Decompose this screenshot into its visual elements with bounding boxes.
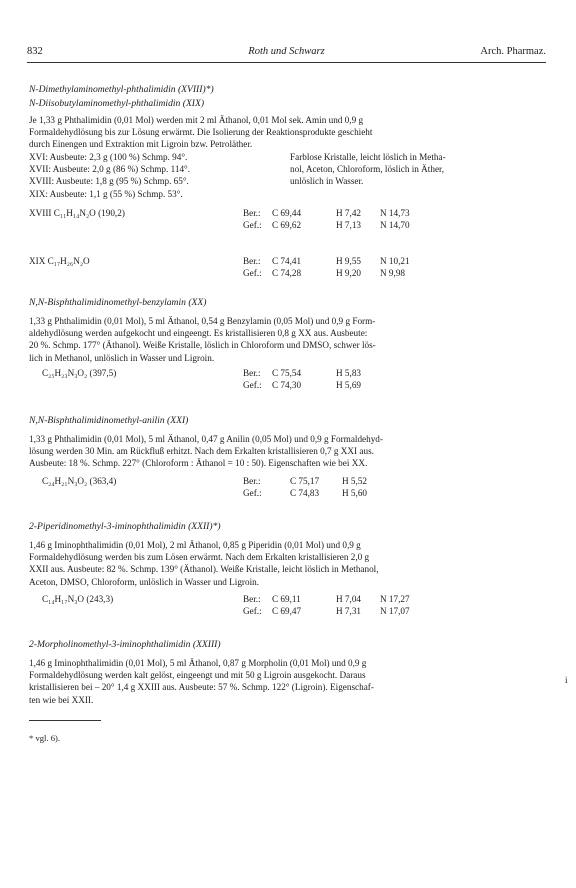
section-heading: 2-Morpholinomethyl-3-iminophthalimidin (XXIII) [29,639,221,650]
footnote-rule [29,720,101,721]
analysis-value: C 74,83 [290,488,320,498]
analysis-value: N 17,27 [380,594,410,604]
found-label: Gef.: [243,268,262,278]
paragraph [29,114,372,151]
text-line: lich in Methanol, unlöslich in Wasser und Ligroin. [29,352,215,363]
elemental-analysis [0,476,576,502]
text-line: Farblose Kristalle, leicht löslich in Metha- [290,152,446,162]
analysis-value: C 75,54 [272,368,302,378]
analysis-value: H 9,55 [336,256,362,266]
analysis-value: H 5,69 [336,380,362,390]
text-line: aldehydlösung werden aufgekocht und eingeengt. Es kristallisieren 0,8 g XX aus. Ausbeute: [29,328,368,339]
elemental-analysis [0,208,576,234]
analysis-value: H 5,52 [342,476,368,486]
text-line: 20 %. Schmp. 177° (Äthanol). Weiße Kristalle, löslich in Chloroform und DMSO, schwer lös- [29,340,376,351]
text-line: unlöslich in Wasser. [290,176,364,187]
found-label: Gef.: [243,488,262,498]
analysis-value: N 14,73 [380,208,410,218]
yield-line: XVII: Ausbeute: 2,0 g (86 %) Schmp. 114°. [29,164,191,175]
section-heading: N-Dimethylaminomethyl-phthalimidin (XVIII)*) [29,84,214,95]
analysis-value: C 69,11 [272,594,301,604]
found-label: Gef.: [243,380,262,390]
text-line: 1,33 g Phthalimidin (0,01 Mol), 5 ml Äthanol, 0,54 g Benzylamin (0,05 Mol) und 0,9 g Form- [29,316,376,326]
calc-label: Ber.: [243,476,261,486]
section-heading: N,N-Bisphthalimidinomethyl-anilin (XXI) [29,415,189,426]
text-line: Formaldehydlösung werden kalt gelöst, eingeengt und mit 50 g Ligroin ausgekocht. Daraus [29,670,366,681]
analysis-value: N 14,70 [380,220,410,230]
compound-formula: XIX C₁₇H₂₆N₂O [29,256,90,266]
found-label: Gef.: [243,220,262,230]
analysis-value: C 74,41 [272,256,302,266]
analysis-value: C 75,17 [290,476,320,486]
header-rule [27,62,546,63]
text-line: 1,46 g Iminophthalimidin (0,01 Mol), 2 ml Äthanol, 0,85 g Piperidin (0,01 Mol) und 0,9 g [29,540,361,550]
text-line: ten wie bei XXII. [29,694,94,705]
text-line: XXII aus. Ausbeute: 82 %. Schmp. 139° (Äthanol). Weiße Kristalle, leicht löslich in Methanol, [29,564,379,575]
running-header [27,46,546,62]
analysis-value: H 7,31 [336,606,362,616]
found-label: Gef.: [243,606,262,616]
analysis-value: H 5,60 [342,488,368,498]
section-heading: N-Diisobutylaminomethyl-phthalimidin (XIX) [29,98,205,109]
text-line: 1,33 g Phthalimidin (0,01 Mol), 5 ml Äthanol, 0,47 g Anilin (0,05 Mol) und 0,9 g Formaldehyd- [29,434,383,444]
analysis-value: C 74,30 [272,380,302,390]
journal-name: Arch. Pharmaz. [480,46,546,57]
calc-label: Ber.: [243,594,261,604]
text-line: lösung werden 30 Min. am Rückfluß erhitzt. Nach dem Erkalten kristallisieren 0,7 g XXI aus. [29,446,374,457]
section-heading: N,N-Bisphthalimidinomethyl-benzylamin (XX) [29,297,207,308]
compound-formula: C₂₄H₂₁N₃O₂ (363,4) [42,476,117,486]
analysis-value: N 9,98 [380,268,406,278]
analysis-value: H 7,04 [336,594,362,604]
calc-label: Ber.: [243,368,261,378]
compound-formula: C₂₅H₂₃N₃O₂ (397,5) [42,368,117,378]
yield-line: XVIII: Ausbeute: 1,8 g (95 %) Schmp. 65°. [29,176,189,187]
paragraph [29,315,376,364]
margin-mark: i [565,675,568,685]
text-line: kristallisieren bei – 20° 1,4 g XXIII aus. Ausbeute: 57 %. Schmp. 122° (Ligroin). Eigenschaf- [29,682,374,693]
running-title: Roth und Schwarz [248,46,325,57]
text-line: durch Einengen und Extraktion mit Ligroin bzw. Petroläther. [29,139,253,150]
analysis-value: C 69,62 [272,220,302,230]
text-line: Je 1,33 g Phthalimidin (0,01 Mol) werden mit 2 ml Äthanol, 0,01 Mol sek. Amin und 0,9 g [29,115,364,125]
paragraph [29,433,383,470]
analysis-value: C 74,28 [272,268,302,278]
text-line: Ausbeute: 18 %. Schmp. 227° (Chloroform : Äthanol = 10 : 50). Eigenschaften wie bei XX. [29,458,368,469]
calc-label: Ber.: [243,208,261,218]
analysis-value: C 69,47 [272,606,302,616]
elemental-analysis [0,256,576,282]
section-heading: 2-Piperidinomethyl-3-iminophthalimidin (XXII)*) [29,521,221,532]
yield-line: XIX: Ausbeute: 1,1 g (55 %) Schmp. 53°. [29,188,183,199]
footnote: * vgl. 6). [29,733,61,743]
analysis-value: N 17,07 [380,606,410,616]
analysis-value: H 7,13 [336,220,362,230]
analysis-value: C 69,44 [272,208,302,218]
analysis-value: H 5,83 [336,368,362,378]
elemental-analysis [0,594,576,620]
text-line: Aceton, DMSO, Chloroform, unlöslich in Wasser und Ligroin. [29,576,260,587]
text-line: 1,46 g Iminophthalimidin (0,01 Mol), 5 ml Äthanol, 0,87 g Morpholin (0,01 Mol) und 0,9 g [29,658,367,668]
elemental-analysis [0,368,576,394]
paragraph [29,539,379,588]
text-line: nol, Aceton, Chloroform, löslich in Äther, [290,164,445,175]
page-number: 832 [27,46,43,57]
paragraph [29,657,374,706]
yield-line: XVI: Ausbeute: 2,3 g (100 %) Schmp. 94°. [29,152,188,162]
text-line: Formaldehydlösung bis zur Lösung erwärmt. Die Isolierung der Reaktionsprodukte geschieht [29,127,373,138]
property-note [290,151,446,188]
compound-formula: C₁₄H₁₇N₃O (243,3) [42,594,114,604]
calc-label: Ber.: [243,256,261,266]
analysis-value: H 9,20 [336,268,362,278]
analysis-value: H 7,42 [336,208,362,218]
analysis-value: N 10,21 [380,256,410,266]
text-line: Formaldehydlösung werden bis zum Lösen erwärmt. Nach dem Erkalten kristallisieren 2,0 g [29,552,370,563]
yield-list [29,151,190,200]
compound-formula: XVIII C₁₁H₁₄N₂O (190,2) [29,208,125,218]
